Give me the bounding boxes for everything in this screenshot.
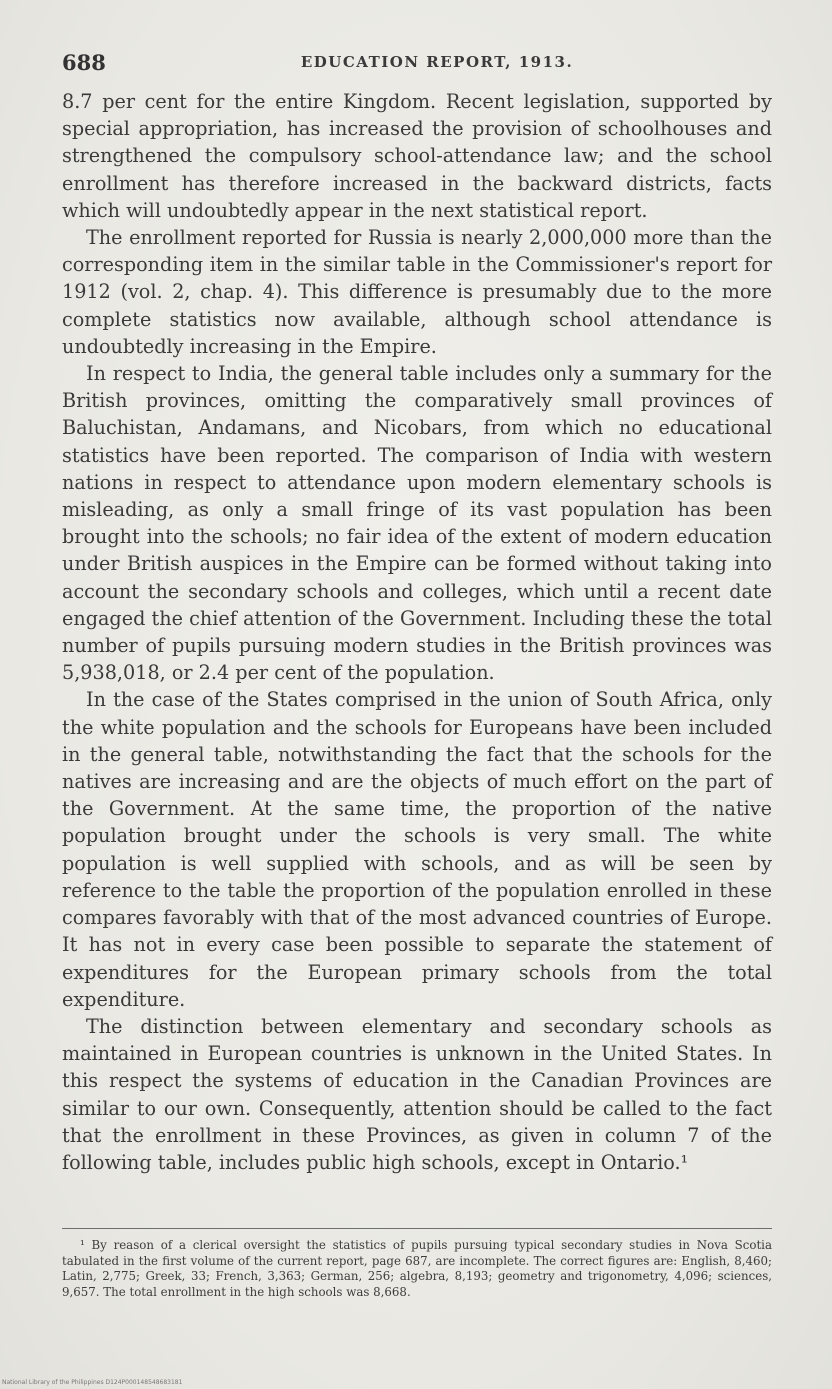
paragraph: 8.7 per cent for the entire Kingdom. Recent legislation, supported by special appropriation, has increased the provision of schoolhouses and strengthened the compulsory school-attendance law; and the school enrollment has therefore increased in the backward districts, facts which will undoubtedly appear in the next statistical report.	[62, 90, 772, 222]
paragraph: The enrollment reported for Russia is nearly 2,000,000 more than the corresponding item in the similar table in the Commissioner's report for 1912 (vol. 2, chap. 4). This difference is presumably due to the more complete statistics now available, although school attendance is undoubtedly increasing in the Empire.	[62, 226, 772, 358]
body-text	[62, 88, 772, 1176]
footnote: ¹ By reason of a clerical oversight the statistics of pupils pursuing typical secondary studies in Nova Scotia tabulated in the first volume of the current report, page 687, are incomplete. The correct figures are: English, 8,460; Latin, 2,775; Greek, 33; French, 3,363; German, 256; algebra, 8,193; geometry and trigonometry, 4,096; sciences, 9,657. The total enrollment in the high schools was 8,668.	[62, 1238, 772, 1299]
page-header	[62, 50, 772, 78]
paragraph: In respect to India, the general table includes only a summary for the British provinces, omitting the comparatively small provinces of Baluchistan, Andamans, and Nicobars, from which no educational statistics have been reported. The comparison of India with western nations in respect to attendance upon modern elementary schools is misleading, as only a small fringe of its vast population has been brought into the schools; no fair idea of the extent of modern education under British auspices in the Empire can be formed without taking into account the secondary schools and colleges, which until a recent date engaged the chief attention of the Government. Including these the total number of pupils pursuing modern studies in the British provinces was 5,938,018, or 2.4 per cent of the population.	[62, 362, 772, 685]
footnote-divider	[62, 1228, 772, 1229]
paragraph: The distinction between elementary and secondary schools as maintained in European countries is unknown in the United States. In this respect the systems of education in the Canadian Provinces are similar to our own. Consequently, attention should be called to the fact that the enrollment in these Provinces, as given in column 7 of the following table, includes public high schools, except in Ontario.¹	[62, 1014, 772, 1174]
running-head: EDUCATION REPORT, 1913.	[300, 53, 574, 71]
scan-credit: National Library of the Philippines D124P000148548683181	[2, 1379, 183, 1386]
paragraph: In the case of the States comprised in the union of South Africa, only the white population and the schools for Europeans have been included in the general table, notwithstanding the fact that the schools for the natives are increasing and are the objects of much effort on the part of the Government. At the same time, the proportion of the native population brought under the schools is very small. The white population is well supplied with schools, and as will be seen by reference to the table the proportion of the population enrolled in these compares favorably with that of the most advanced countries of Europe. It has not in every case been possible to separate the statement of expenditures for the European primary schools from the total expenditure.	[62, 688, 772, 1011]
page-number: 688	[62, 50, 106, 75]
